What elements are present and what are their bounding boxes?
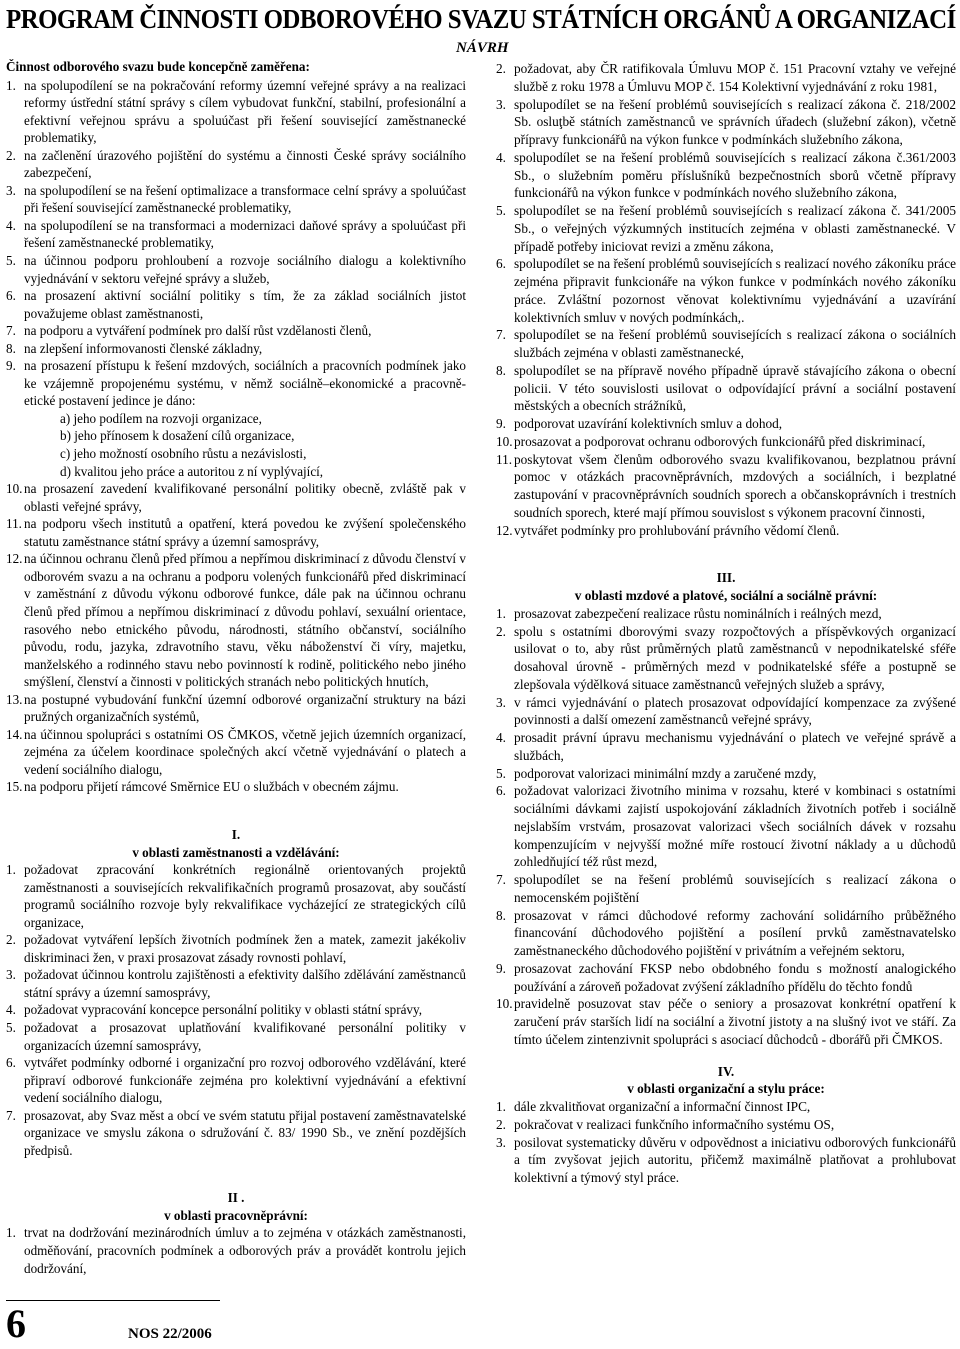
- section-number: I.: [231, 826, 241, 842]
- list-item: 7. spolupodílet se na řešení problémů souvisejících s realizací zákona o sociálních službách zejména v oblasti zaměstnanecké,: [496, 327, 956, 360]
- list-item: 2. požadovat vytváření lepších životních podmínek žen a matek, zamezit jakékoliv diskriminaci žen, v praxi prosazovat zásady rovnosti pohlaví,: [6, 932, 466, 965]
- list-item: 11. poskytovat všem členům odborového svazu kvalifikovanou, bezplatnou právní pomoc v otázkách pracovněprávních, mzdových a sociálních, i bezplatné zastupování v pracovněprávních soudních sporech a občanskoprávních i trestních soudních sporech, které mají přímou souvislost s výkonem pracovní činnosti,: [496, 451, 956, 520]
- issue-label: NOS 22/2006: [128, 1326, 212, 1342]
- list-item: 4. na spolupodílení se na transformaci a modernizaci daňové správy a spoluúčast při řešení zaměstnanecké problematiky,: [6, 217, 466, 251]
- list-item: 7. spolupodílet se na řešení problémů souvisejících s realizací zákona o nemocenském pojištění: [496, 872, 956, 905]
- list-item: 2. pokračovat v realizaci funkčního informačního systému OS,: [496, 1116, 835, 1132]
- list-item: 1. na spolupodílení se na pokračování reformy územní veřejné správy a na realizaci reformy ústřední státní správy s cílem vybudovat funkční, stabilní, profesionální a efektivní veřejnou správu a spoluúčast při řešení související zaměstnanecké problematiky,: [6, 77, 466, 146]
- list-item: 1. prosazovat zabezpečení realizace růstu nominálních i reálných mezd,: [496, 605, 882, 621]
- list-item: 6. na prosazení aktivní sociální politiky s tím, že za základ sociálních jistot považujeme oblast zaměstnanosti,: [6, 288, 466, 321]
- section-IV: [496, 1063, 956, 1187]
- list-item: 7. na podporu a vytváření podmínek pro další růst vzdělanosti členů,: [6, 323, 372, 339]
- section-heading: v oblasti organizační a stylu práce:: [627, 1081, 825, 1097]
- list-item: 7. prosazovat, aby Svaz měst a obcí ve svém statutu přijal postavení zaměstnavatelské organizace ve smyslu zákona o sdružování č. 83/ 1990 Sb., ve znění pozdějších předpisů.: [6, 1107, 466, 1158]
- list-item: 4. prosadit právní úpravu mechanismu vyjednávání o platech ve veřejné správě a službách,: [496, 730, 956, 763]
- list-item: 8. prosazovat v rámci důchodové reformy zachování solidárního průběžného financování důchodového pojištění a posílení prvků zaměstnavatelsko zaměstnaneckého důchodového pojištění v privátním a veřejném sektoru,: [496, 907, 956, 958]
- list-item: 8. na zlepšení informovanosti členské základny,: [6, 340, 263, 356]
- list-item: 3. v rámci vyjednávání o platech prosazovat odpovídající kompenzace za zvýšené povinnosti a další omezení zaměstnanců veřejné správy,: [496, 694, 956, 728]
- list-item: 3. požadovat účinnou kontrolu zajištěnosti a efektivity dalšího zdělávání zaměstnanců státní správy a územní samosprávy,: [6, 967, 466, 1000]
- page-title: PROGRAM ČINNOSTI ODBOROVÉHO SVAZU STÁTNÍCH ORGÁNŮ A ORGANIZACÍ: [6, 4, 956, 34]
- list-item: 2. spolu s ostatními dborovými svazy rozpočtových a příspěvkových organizací usilovat o to, aby růst průměrných platů zaměstnanců v nepodnikatelské sféře dosahoval úrovně - průměrných mezd v podnikatelské sféře a postupně se zlepšovala výdělková situace zaměstnanců veřejných služeb a správy,: [496, 623, 956, 692]
- list-item: 9. podporovat uzavírání kolektivních smluv a dohod,: [496, 416, 783, 431]
- list-item: 8. spolupodílet se na přípravě nového případně úpravě stávajícího zákona o obecní policii. V této souvislosti usilovat o odpovídající právní a sociální postavení městských a obecních strážníků,: [496, 362, 956, 414]
- list-item: 4. požadovat vypracování koncepce personální politiky v oblasti státní správy,: [6, 1002, 423, 1018]
- list-item: 3. spolupodílet se na řešení problémů souvisejících s realizací zákona č. 218/2002 Sb. osluţbě státních zaměstnanců ve správních úřadech (služební zákon), včetně přípravy funkcionářů na výkon funkce v podmínkách služebního zákona,: [496, 96, 956, 147]
- list-item: 4. spolupodílet se na řešení problémů souvisejících s realizací zákona č.361/2003 Sb., o služebním poměru příslušníků bezpečnostních sborů včetně přípravy funkcionářů na výkon funkce v podmínkách nového služebního zákona,: [496, 149, 956, 201]
- list-item: 6. vytvářet podmínky odborné i organizační pro rozvoj odborového vzdělávání, které připraví odborové funkcionáře zejména pro kolektivní vyjednávání a efektivní vedení sociálního dialogu,: [6, 1055, 466, 1106]
- list-item: 5. podporovat valorizaci minimální mzdy a zaručené mzdy,: [496, 765, 817, 781]
- list-item: 2. na začlenění úrazového pojištění do systému a činnosti České správy sociálního zabezpečení,: [6, 147, 466, 181]
- right-column: [496, 60, 956, 1187]
- list-item: 2. požadovat, aby ČR ratifikovala Úmluvu MOP č. 151 Pracovní vztahy ve veřejné službě z roku 1978 a Úmluvu MOP č. 154 Kolektivní vyjednávání z roku 1981,: [496, 61, 956, 94]
- section-III: [496, 569, 956, 1048]
- list-item: 6. požadovat valorizaci životního minima v rozsahu, které v kombinaci s ostatními sociálními dávkami zajistí uspokojování základních životních potřeb i sociálně nejslabším vrstvám, prosazovat valorizaci všech sociálních dávek v rozsahu kompenzujícím v nejvyšší možné míře rostoucí životní náklady a u důchodů zohledňující též růst mezd,: [496, 783, 956, 870]
- list-item: 3. na spolupodílení se na řešení optimalizace a transformace celní správy a spoluúčast při řešení související zaměstnanecké problematiky,: [6, 182, 466, 216]
- list-item: 3. posilovat systematicky důvěru v odpovědnost a iniciativu odborových funkcionářů a tím zvyšovat jejich autoritu, přičemž maximálně platňovat a prohlubovat kolektivní a týmový styl práce.: [496, 1134, 956, 1185]
- list-item: 15. na podporu přijetí rámcové Směrnice EU o službách v obecném zájmu.: [6, 779, 399, 795]
- list-item: 1. požadovat zpracování konkrétních regionálně orientovaných projektů zaměstnanosti a souvisejících rekvalifikačních programů prosazovat, aby součástí programů sociálního rozvoje byly rekvalifikace vycházející ze strategických cílů organizace,: [6, 862, 466, 930]
- list-item: 9. na prosazení přístupu k řešení mzdových, sociálních a pracovních podmínek jako ke vzájemně propojenému systému, v němž sociálně–ekonomické a pracovně-etické postavení jedince je dáno:: [6, 358, 466, 409]
- section-I: [6, 826, 466, 1159]
- intro-heading: Činnost odborového svazu bude koncepčně zaměřena:: [6, 59, 310, 74]
- section-number: IV.: [717, 1063, 735, 1079]
- list-item: 6. spolupodílet se na řešení problémů souvisejících s realizací nového zákoníku práce zejména připravit funkcionáře na výkon funkce v podmínkách nového zákoníku práce. Zvláštní pozornost věnovat kolektivnímu vyjednávání a uzavírání kolektivních smluv v nových podmínkách,.: [496, 256, 956, 325]
- section-heading: v oblasti pracovněprávní:: [164, 1207, 308, 1223]
- section-heading: v oblasti zaměstnanosti a vzdělávání:: [132, 844, 340, 860]
- list-item: 12. vytvářet podmínky pro prohlubování právního vědomí členů.: [496, 522, 840, 538]
- sub-item: a) jeho podílem na rozvoji organizace,: [60, 410, 262, 426]
- draft-label: NÁVRH: [456, 40, 509, 56]
- list-item: 1. dále zkvalitňovat organizační a informační činnost IPC,: [496, 1099, 811, 1114]
- sub-item: b) jeho přínosem k dosažení cílů organizace,: [60, 428, 295, 444]
- page-number: 6: [6, 1301, 26, 1346]
- list-item: 1. trvat na dodržování mezinárodních úmluv a to zejména v otázkách zaměstnanosti, odměňování, pracovních podmínek a odborových práv a provádět kontrolu jejich dodržování,: [6, 1225, 466, 1276]
- sub-item: d) kvalitou jeho práce a autoritou z ní vyplývající,: [60, 463, 324, 479]
- list-item: 10. pravidelně posuzovat stav péče o seniory a prosazovat konkrétní opatření k zaručení práv starších lidí na sociální a životní jistoty a na slušný ivot ve stáří. Za tímto účelem zintenzivnit spolupráci s asociací důchodců - dborářů při ČMKOS.: [496, 996, 956, 1047]
- list-item: 12. na účinnou ochranu členů před přímou a nepřímou diskriminací z důvodu členství v odborovém svazu a na ochranu a podporu volených funkcionářů před diskriminací v zaměstnání z důvodu výkonu odborové funkce, dále pak na účinnou ochranu členů před přímou a nepřímou diskriminací z důvodu pohlaví, sexuální orientace, rasového nebo etnického původu, národnosti, státního občanství, sociálního původu, rodu, jazyka, zdravotního stavu, věku náboženství či víry, majetku, manželského a rodinného stavu nebo povinností k rodině, politického nebo jiného smýšlení, členství a činnosti v politických stranách nebo politických hnutích,: [6, 551, 466, 690]
- left-column: [6, 58, 466, 1277]
- section-heading: v oblasti mzdové a platové, sociální a sociálně právní:: [574, 588, 878, 603]
- section-number: II .: [227, 1190, 245, 1206]
- list-item: 14. na účinnou spolupráci s ostatními OS ČMKOS, včetně jejich územních organizací, zejména za účelem koordinace společných akcí včetně vyjednávání o platech a vedení sociálního dialogu,: [6, 726, 466, 777]
- list-item: 13. na postupné vybudování funkční územní odborové organizační struktury na bázi pružných organizačních systémů,: [6, 691, 466, 725]
- list-item: 5. spolupodílet se na řešení problémů souvisejících s realizací zákona č. 341/2005 Sb., o veřejných výzkumných institucích zejména v oblasti zaměstnanecké. V případě potřeby iniciovat revizi a změnu zákona,: [496, 203, 956, 254]
- list-item: 10. prosazovat a podporovat ochranu odborových funkcionářů před diskriminací,: [496, 433, 926, 449]
- list-item: 5. na účinnou podporu prohloubení a rozvoje sociálního dialogu a kolektivního vyjednávání v sektoru veřejné správy a služeb,: [6, 253, 466, 286]
- section-number: III.: [716, 570, 736, 586]
- list-item: 5. požadovat a prosazovat uplatňování kvalifikované personální politiky v organizacích územní samosprávy,: [6, 1019, 466, 1053]
- list-item: 9. prosazovat zachování FKSP nebo obdobného fondu s možností analogického používání a zároveň požadovat zvýšení základního přídělu do těchto fondů: [496, 960, 956, 994]
- section-II: [6, 1189, 466, 1277]
- list-item: 10. na prosazení zavedení kvalifikované personální politiky obecně, zvláště pak v oblasti veřejné správy,: [6, 481, 466, 514]
- footer-divider: [6, 1300, 220, 1301]
- sub-item: c) jeho možností osobního růstu a nezávislosti,: [60, 446, 307, 462]
- list-item: 11. na podporu všech institutů a opatření, která povedou ke zvýšení společenského statutu zaměstnance státní správy a územní samosprávy,: [6, 516, 466, 549]
- intro-list: [6, 77, 466, 796]
